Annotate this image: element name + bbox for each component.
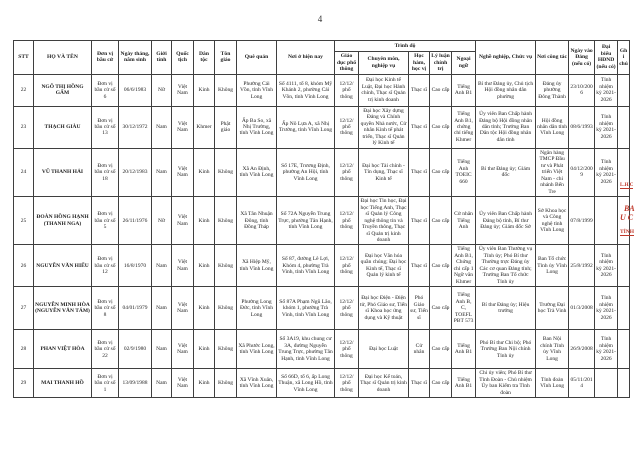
cell-dai-bieu: Tỉnh nhiệm kỳ 2021-2026	[595, 245, 618, 287]
col-header-giao-duc: Giáo dục phổ thông	[335, 52, 359, 75]
cell-ly-luan: Cao cấp	[430, 197, 452, 245]
cell-giao-duc: 12/12/ phổ thông	[335, 287, 359, 330]
cell-stt: 25	[14, 197, 34, 245]
col-header-nghe-nghiep: Nghề nghiệp, Chức vụ	[476, 41, 536, 75]
cell-noi-o: Ấp Nô Lựa A, xã Nhị Trường, tỉnh Vĩnh Long	[277, 106, 335, 148]
cell-ghi-chu	[618, 106, 630, 148]
table-row	[14, 369, 630, 398]
cell-gioi-tinh: Nữ	[152, 74, 172, 106]
col-group-trinh-do: Trình độ	[335, 41, 476, 52]
cell-noi-o: Số 87A Phạm Ngũ Lão, khóm 1, phường Trà Vinh, tỉnh Vĩnh Long	[277, 287, 335, 330]
cell-stt: 22	[14, 74, 34, 106]
cell-ngoai-ngu: Tiếng Anh TOEIC 660	[452, 148, 476, 196]
cell-stt: 27	[14, 287, 34, 330]
cell-hoc-ham: Thạc sĩ	[409, 245, 430, 287]
cell-ly-luan: Cao cấp	[430, 74, 452, 106]
col-header-ton-giao: Tôn giáo	[215, 41, 237, 75]
cell-ngay-sinh: 26/11/1976	[119, 197, 152, 245]
cell-ngay-vao-dang: 08/6/1993	[569, 106, 595, 148]
cell-que-quan: Xã Vĩnh Xuân, tỉnh Vĩnh Long	[237, 369, 277, 398]
cell-dan-toc: Kinh	[194, 245, 215, 287]
cell-que-quan: Ấp Ba So, xã Nhị Trường, tỉnh Vĩnh Long	[237, 106, 277, 148]
cell-ly-luan: Cao cấp	[430, 369, 452, 398]
cell-chuyen-mon: Đại học Xây dựng Đảng và Chính quyền Nhà nước, Cử nhân Kinh tế phát triển, Thạc sĩ Quản lý Kinh tế	[359, 106, 409, 148]
cell-name: NGÔ THỊ HỒNG GẤM	[34, 74, 92, 106]
cell-noi-o: Số 87, đường Lê Lợi, Khóm 4, phường Trà Vinh, tỉnh Vĩnh Long	[277, 245, 335, 287]
cell-noi-cong-tac: Ban Nội chính Tỉnh ủy Vĩnh Long	[536, 330, 569, 369]
cell-giao-duc: 12/12/ phổ thông	[335, 148, 359, 196]
cell-don-vi: Đơn vị bầu cử số 13	[92, 106, 119, 148]
col-header-name: HỌ VÀ TÊN	[34, 41, 92, 75]
cell-ton-giao: Không	[215, 287, 237, 330]
cell-ly-luan: Cao cấp	[430, 148, 452, 196]
cell-ngay-sinh: 30/12/1972	[119, 106, 152, 148]
col-header-hoc-ham: Học hàm, học vị	[409, 52, 430, 75]
cell-gioi-tinh: Nam	[152, 245, 172, 287]
red-stamp-fragment: L.H.C	[620, 183, 634, 188]
cell-ngay-sinh: 06/6/1983	[119, 74, 152, 106]
cell-stt: 29	[14, 369, 34, 398]
cell-nghe-nghiep: Ủy viên Ban Thường vụ Tỉnh ủy; Phó Bí thư Thường trực Đảng ủy Các cơ quan Đảng tỉnh; Trưởng Ban Tổ chức Tỉnh ủy	[476, 245, 536, 287]
cell-noi-cong-tac: Đảng ủy phường Đông Thành	[536, 74, 569, 106]
table-header	[14, 41, 630, 75]
cell-ngay-vao-dang: 26/9/2008	[569, 330, 595, 369]
cell-que-quan: Phường Long Đức, tỉnh Vĩnh Long	[237, 287, 277, 330]
cell-ngoai-ngu: Cử nhân Tiếng Anh	[452, 197, 476, 245]
cell-dai-bieu: Tỉnh nhiệm kỳ 2021-2026	[595, 74, 618, 106]
cell-dan-toc: Kinh	[194, 330, 215, 369]
candidates-table	[13, 40, 630, 398]
cell-ngay-sinh: 16/8/1970	[119, 245, 152, 287]
cell-gioi-tinh: Nam	[152, 287, 172, 330]
cell-quoc-tich: Việt Nam	[172, 330, 194, 369]
cell-chuyen-mon: Đại học Tin học, Đại học Tiếng Anh, Thạc sĩ Quản lý Công nghệ thông tin và Truyền thông, Thạc sĩ Quản trị kinh doanh	[360, 198, 407, 243]
cell-quoc-tich: Việt Nam	[172, 148, 194, 196]
cell-noi-cong-tac: Trường Đại học Trà Vinh	[536, 287, 569, 330]
cell-hoc-ham: Cử nhân	[409, 330, 430, 369]
cell-gioi-tinh: Nữ	[152, 197, 172, 245]
cell-stt: 26	[14, 245, 34, 287]
cell-dai-bieu	[595, 369, 618, 398]
cell-ton-giao: Không	[215, 245, 237, 287]
table-row	[14, 245, 630, 287]
cell-dai-bieu: Tỉnh nhiệm kỳ 2021-2026	[595, 148, 618, 196]
cell-nghe-nghiep: Ủy viên Ban Chấp hành Đảng bộ tỉnh, Bí thư Đảng ủy; Giám đốc Sở	[476, 197, 536, 245]
cell-ngay-sinh: 20/12/1983	[119, 148, 152, 196]
cell-ghi-chu	[618, 148, 630, 196]
cell-hoc-ham: Thạc sĩ	[409, 197, 430, 245]
red-stamp-fragment: TỈNH	[620, 229, 635, 235]
cell-quoc-tich: Việt Nam	[172, 245, 194, 287]
cell-hoc-ham: Thạc sĩ	[409, 369, 430, 398]
table-body	[14, 74, 630, 398]
cell-ngay-sinh: 02/9/1980	[119, 330, 152, 369]
cell-dai-bieu	[595, 197, 618, 245]
cell-quoc-tich: Việt Nam	[172, 287, 194, 330]
col-header-noi-cong-tac: Nơi công tác	[536, 41, 569, 75]
cell-name: PHAN VIỆT HÒA	[34, 330, 92, 369]
cell-name: MAI THANH HỒ	[34, 369, 92, 398]
cell-gioi-tinh: Nam	[152, 106, 172, 148]
cell-ghi-chu	[618, 74, 630, 106]
cell-ghi-chu	[618, 369, 630, 398]
col-header-ghi-chu: Ghi chú	[618, 41, 630, 75]
cell-ghi-chu	[618, 330, 630, 369]
cell-ly-luan: Cao cấp	[430, 106, 452, 148]
cell-dan-toc: Khmer	[194, 106, 215, 148]
cell-ghi-chu	[618, 245, 630, 287]
cell-giao-duc: 12/12/ phổ thông	[335, 330, 359, 369]
col-header-ngay-vao-dang: Ngày vào Đảng (nếu có)	[569, 41, 595, 75]
cell-dan-toc: Kinh	[194, 148, 215, 196]
cell-ngoai-ngu: Tiếng Anh B1, chứng chỉ tiếng Khmer	[452, 106, 476, 148]
cell-chuyen-mon: Đại học Văn hóa quần chúng; Đại học Kinh tế, Thạc sĩ Quản lý kinh tế	[359, 245, 409, 287]
cell-ton-giao: Không	[215, 197, 237, 245]
cell-chuyen-mon: Đại học Luật	[359, 330, 409, 369]
cell-dai-bieu: Tỉnh nhiệm kỳ 2021-2026	[595, 330, 618, 369]
cell-gioi-tinh: Nam	[152, 148, 172, 196]
cell-name: THẠCH GIÀU	[34, 106, 92, 148]
cell-dan-toc: Kinh	[194, 197, 215, 245]
cell-name: VŨ THANH HẢI	[34, 148, 92, 196]
cell-chuyen-mon: Đại học Tài chính - Tín dụng, Thạc sĩ Kinh tế	[359, 148, 409, 196]
cell-gioi-tinh: Nam	[152, 369, 172, 398]
cell-name: ĐOÀN HỒNG HẠNH (THANH NGA)	[34, 197, 92, 245]
col-header-ly-luan: Lý luận chính trị	[430, 52, 452, 75]
col-header-chuyen-mon: Chuyên môn, nghiệp vụ	[359, 52, 409, 75]
cell-nghe-nghiep: Chi ủy viên; Phó Bí thư Tỉnh Đoàn - Chủ nhiệm Ủy ban Kiểm tra Tỉnh đoàn	[476, 369, 536, 398]
cell-don-vi: Đơn vị bầu cử số 8	[92, 287, 119, 330]
cell-quoc-tich: Việt Nam	[172, 369, 194, 398]
cell-noi-cong-tac: Sở Khoa học và Công nghệ tỉnh Vĩnh Long	[536, 197, 569, 245]
cell-dan-toc: Kinh	[194, 74, 215, 106]
cell-chuyen-mon: Đại học Điện - Điện tử, Phó Giáo sư, Tiến sĩ Khoa học ứng dụng và Kỹ thuật	[359, 287, 409, 330]
cell-giao-duc: 12/12/ phổ thông	[335, 369, 359, 398]
table-row	[14, 330, 630, 369]
cell-ly-luan: Cao cấp	[430, 245, 452, 287]
cell-hoc-ham: Thạc sĩ	[409, 106, 430, 148]
cell-ngay-vao-dang: 04/12/2009	[569, 148, 595, 196]
col-header-stt: STT	[14, 41, 34, 75]
col-header-ngoai-ngu: Ngoại ngữ	[452, 52, 476, 75]
cell-que-quan: Phường Cái Vồn, tỉnh Vĩnh Long	[237, 74, 277, 106]
cell-dan-toc: Kinh	[194, 369, 215, 398]
cell-ly-luan: Cao cấp	[430, 330, 452, 369]
cell-stt: 24	[14, 148, 34, 196]
cell-que-quan: Xã Hiệp Mỹ, tỉnh Vĩnh Long	[237, 245, 277, 287]
cell-hoc-ham: Thạc sĩ	[409, 148, 430, 196]
cell-stt: 28	[14, 330, 34, 369]
cell-giao-duc: 12/12/ phổ thông	[335, 106, 359, 148]
cell-noi-cong-tac: Tỉnh đoàn Vĩnh Long	[536, 369, 569, 398]
cell-don-vi: Đơn vị bầu cử số 12	[92, 245, 119, 287]
cell-ton-giao: Phật giáo	[215, 106, 237, 148]
cell-noi-o: Số 17E, Trương Định, phường An Hội, tỉnh Vĩnh Long	[277, 148, 335, 196]
table-row	[14, 287, 630, 330]
col-header-dan-toc: Dân tộc	[194, 41, 215, 75]
cell-nghe-nghiep: Bí thư Đảng ủy, Chủ tịch Hội đồng nhân dân phường	[476, 74, 536, 106]
table-row	[14, 106, 630, 148]
cell-don-vi: Đơn vị bầu cử số 1	[92, 369, 119, 398]
cell-quoc-tich: Việt Nam	[172, 106, 194, 148]
cell-ton-giao: Không	[215, 74, 237, 106]
red-stamp-fragment: U C	[620, 213, 634, 222]
cell-quoc-tich: Việt Nam	[172, 74, 194, 106]
cell-ton-giao: Không	[215, 148, 237, 196]
cell-noi-cong-tac: Hội đồng nhân dân tỉnh Vĩnh Long	[536, 106, 569, 148]
cell-ly-luan: Cao cấp	[430, 287, 452, 330]
col-header-don-vi: Đơn vị bầu cử	[92, 41, 119, 75]
cell-que-quan: Xã An Định, tỉnh Vĩnh Long	[237, 148, 277, 196]
cell-giao-duc: 12/12/ phổ thông	[335, 74, 359, 106]
cell-ngay-vao-dang: 05/11/2014	[569, 369, 595, 398]
cell-don-vi: Đơn vị bầu cử số 22	[92, 330, 119, 369]
cell-ngay-vao-dang: 25/8/1992	[569, 245, 595, 287]
cell-ngoai-ngu: Tiếng Anh B, C, TOEFL PBT 573	[452, 287, 476, 330]
cell-que-quan: Xã Tân Nhuận Đông, tỉnh Đồng Tháp	[237, 197, 277, 245]
cell-don-vi: Đơn vị bầu cử số 6	[92, 74, 119, 106]
cell-ton-giao: Không	[215, 330, 237, 369]
col-header-noi-o: Nơi ở hiện nay	[277, 41, 335, 75]
cell-gioi-tinh: Nam	[152, 330, 172, 369]
cell-ngay-vao-dang: 07/8/1999	[569, 197, 595, 245]
cell-chuyen-mon: Đại học Kinh tế Luật, Đại học Hành chính, Thạc sĩ Quản trị kinh doanh	[359, 74, 409, 106]
cell-nghe-nghiep: Bí thư Đảng ủy; Hiệu trưởng	[476, 287, 536, 330]
cell-ngay-vao-dang: 23/10/2006	[569, 74, 595, 106]
cell-dai-bieu: Tỉnh nhiệm kỳ 2021-2026	[595, 287, 618, 330]
table-row	[14, 74, 630, 106]
col-header-que-quan: Quê quán	[237, 41, 277, 75]
cell-dan-toc: Kinh	[194, 287, 215, 330]
page-number: 4	[317, 14, 323, 24]
cell-ngoai-ngu: Tiếng Anh B1	[452, 330, 476, 369]
cell-quoc-tich: Việt Nam	[172, 197, 194, 245]
cell-dai-bieu: Tỉnh nhiệm kỳ 2021-2026	[595, 106, 618, 148]
cell-noi-cong-tac: Ngân hàng TMCP Đầu tư và Phát triển Việt Nam - chi nhánh Bến Tre	[536, 148, 569, 196]
cell-nghe-nghiep: Phó Bí thư Chi bộ; Phó Trưởng Ban Nội chính Tỉnh ủy	[476, 330, 536, 369]
cell-que-quan: Xã Phước Long, tỉnh Vĩnh Long	[237, 330, 277, 369]
cell-hoc-ham: Phó Giáo sư, Tiến sĩ	[409, 287, 430, 330]
red-stamp-fragment: BA	[624, 204, 635, 213]
cell-noi-o: Số 4111, tổ 8, khóm Mỹ Khánh 2, phường Cái Vồn, tỉnh Vĩnh Long	[277, 74, 335, 106]
cell-chuyen-mon: Đại học Kế toán, Thạc sĩ Quản trị kinh doanh	[359, 369, 409, 398]
col-header-quoc-tich: Quốc tịch	[172, 41, 194, 75]
table-row	[14, 148, 630, 196]
col-header-gioi-tinh: Giới tính	[152, 41, 172, 75]
cell-stt: 23	[14, 106, 34, 148]
cell-noi-o: Số 72A Nguyễn Trung Trực, phường Tân Hạnh, tỉnh Vĩnh Long	[277, 197, 335, 245]
cell-name: NGUYỄN VĂN HIẾU	[34, 245, 92, 287]
cell-noi-o: Số 3A19, khu chung cư 3A, đường Nguyễn Trung Trực, phường Tân Hạnh, tỉnh Vĩnh Long	[277, 330, 335, 369]
cell-nghe-nghiep: Bí thư Đảng ủy; Giám đốc	[476, 148, 536, 196]
cell-giao-duc: 12/12/ phổ thông	[335, 245, 359, 287]
cell-noi-cong-tac: Ban Tổ chức Tỉnh ủy Vĩnh Long	[536, 245, 569, 287]
cell-ton-giao: Không	[215, 369, 237, 398]
cell-ngoai-ngu: Tiếng Anh B1	[452, 369, 476, 398]
cell-ghi-chu	[618, 287, 630, 330]
col-header-dai-bieu: Đại biểu HĐND (nếu có)	[595, 41, 618, 75]
cell-ngay-sinh: 13/09/1988	[119, 369, 152, 398]
cell-ngay-sinh: 04/01/1979	[119, 287, 152, 330]
cell-ngoai-ngu: Tiếng Anh B1, Chứng chỉ cấp 1 Ngữ văn Khmer	[452, 245, 476, 287]
cell-noi-o: Số 66D, tổ 6, ấp Long Thuận, xã Long Hồ, tỉnh Vĩnh Long	[277, 369, 335, 398]
col-header-ngay-sinh: Ngày tháng, năm sinh	[119, 41, 152, 75]
cell-hoc-ham: Thạc sĩ	[409, 74, 430, 106]
cell-nghe-nghiep: Ủy viên Ban Chấp hành Đảng bộ Hội đồng nhân dân tỉnh; Trưởng Ban Dân tộc Hội đồng nhân dân tỉnh	[476, 106, 536, 148]
cell-ngoai-ngu: Tiếng Anh B1	[452, 74, 476, 106]
cell-giao-duc: 12/12/ phổ thông	[335, 197, 359, 245]
cell-ngay-vao-dang: 01/3/2008	[569, 287, 595, 330]
cell-don-vi: Đơn vị bầu cử số 18	[92, 148, 119, 196]
table-row	[14, 197, 630, 245]
cell-don-vi: Đơn vị bầu cử số 5	[92, 197, 119, 245]
cell-name: NGUYỄN MINH HÒA (NGUYỄN VĂN TÁM)	[34, 287, 92, 330]
